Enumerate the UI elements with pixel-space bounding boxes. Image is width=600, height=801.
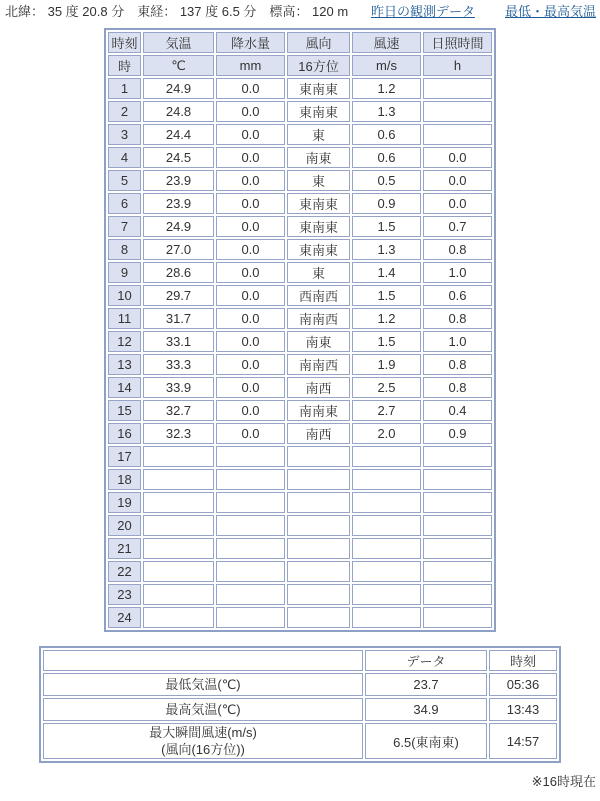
hour-cell: 6 xyxy=(108,193,141,214)
daily-extremes-table xyxy=(39,646,561,763)
hourly-row xyxy=(108,469,492,490)
temperature-cell: 23.9 xyxy=(143,193,214,214)
col-header-temp: 気温 xyxy=(143,32,214,53)
wind-direction-cell: 東 xyxy=(287,124,350,145)
temperature-cell xyxy=(143,538,214,559)
temperature-cell: 24.8 xyxy=(143,101,214,122)
wind-direction-cell: 南東 xyxy=(287,331,350,352)
precipitation-cell xyxy=(216,469,285,490)
col-header-time: 時刻 xyxy=(108,32,141,53)
temperature-cell xyxy=(143,607,214,628)
wind-speed-cell: 0.6 xyxy=(352,147,421,168)
hourly-row xyxy=(108,607,492,628)
temperature-cell: 24.4 xyxy=(143,124,214,145)
hour-cell: 4 xyxy=(108,147,141,168)
wind-direction-cell xyxy=(287,607,350,628)
precipitation-cell xyxy=(216,607,285,628)
wind-speed-cell xyxy=(352,538,421,559)
wind-speed-cell: 0.5 xyxy=(352,170,421,191)
wind-direction-cell: 東南東 xyxy=(287,193,350,214)
precipitation-cell: 0.0 xyxy=(216,377,285,398)
hourly-unit-row xyxy=(108,55,492,76)
temperature-cell: 29.7 xyxy=(143,285,214,306)
summary-header-row xyxy=(43,650,557,671)
wind-speed-cell: 1.9 xyxy=(352,354,421,375)
sunshine-cell: 0.4 xyxy=(423,400,492,421)
precipitation-cell: 0.0 xyxy=(216,101,285,122)
precipitation-cell xyxy=(216,515,285,536)
sunshine-cell: 0.8 xyxy=(423,377,492,398)
hour-cell: 20 xyxy=(108,515,141,536)
summary-table-header xyxy=(43,650,557,671)
wind-speed-cell: 1.3 xyxy=(352,101,421,122)
sunshine-cell xyxy=(423,515,492,536)
precipitation-cell: 0.0 xyxy=(216,262,285,283)
temperature-cell: 24.9 xyxy=(143,78,214,99)
hourly-row xyxy=(108,446,492,467)
hourly-row xyxy=(108,584,492,605)
hour-cell: 19 xyxy=(108,492,141,513)
precipitation-cell: 0.0 xyxy=(216,170,285,191)
precipitation-cell: 0.0 xyxy=(216,331,285,352)
wind-direction-cell: 東南東 xyxy=(287,101,350,122)
hour-cell: 16 xyxy=(108,423,141,444)
hourly-row xyxy=(108,308,492,329)
sunshine-cell: 0.8 xyxy=(423,239,492,260)
precipitation-cell xyxy=(216,538,285,559)
temperature-cell: 24.5 xyxy=(143,147,214,168)
precipitation-cell: 0.0 xyxy=(216,147,285,168)
wind-speed-cell: 0.6 xyxy=(352,124,421,145)
precipitation-cell: 0.0 xyxy=(216,354,285,375)
hour-cell: 11 xyxy=(108,308,141,329)
temperature-cell xyxy=(143,584,214,605)
hour-cell: 8 xyxy=(108,239,141,260)
wind-speed-cell xyxy=(352,561,421,582)
hourly-observation-table xyxy=(104,28,496,632)
col-header-wind-dir: 風向 xyxy=(287,32,350,53)
hourly-row xyxy=(108,377,492,398)
wind-direction-cell: 東 xyxy=(287,170,350,191)
wind-direction-cell: 南南西 xyxy=(287,308,350,329)
summary-label-line1: 最低気温(℃) xyxy=(165,677,241,692)
wind-direction-cell: 南南東 xyxy=(287,400,350,421)
sunshine-cell: 0.8 xyxy=(423,308,492,329)
wind-direction-cell: 東南東 xyxy=(287,216,350,237)
precipitation-cell xyxy=(216,584,285,605)
precipitation-cell: 0.0 xyxy=(216,400,285,421)
hourly-row xyxy=(108,515,492,536)
wind-speed-cell: 0.9 xyxy=(352,193,421,214)
hour-cell: 18 xyxy=(108,469,141,490)
hour-cell: 12 xyxy=(108,331,141,352)
sunshine-cell xyxy=(423,78,492,99)
summary-label-cell xyxy=(43,698,363,721)
hourly-header-row xyxy=(108,32,492,53)
wind-direction-cell xyxy=(287,584,350,605)
hour-cell: 1 xyxy=(108,78,141,99)
temperature-cell: 33.9 xyxy=(143,377,214,398)
wind-direction-cell: 東南東 xyxy=(287,78,350,99)
sunshine-cell: 0.0 xyxy=(423,193,492,214)
as-of-note: ※16時現在 xyxy=(531,774,596,789)
summary-time-cell: 05:36 xyxy=(489,673,557,696)
hour-cell: 23 xyxy=(108,584,141,605)
wind-speed-cell: 1.5 xyxy=(352,216,421,237)
wind-speed-cell xyxy=(352,446,421,467)
wind-direction-cell: 南南西 xyxy=(287,354,350,375)
wind-direction-cell xyxy=(287,515,350,536)
wind-direction-cell: 東南東 xyxy=(287,239,350,260)
hour-cell: 9 xyxy=(108,262,141,283)
summary-time-cell: 13:43 xyxy=(489,698,557,721)
col-unit-wind-dir: 16方位 xyxy=(287,55,350,76)
wind-speed-cell xyxy=(352,584,421,605)
sunshine-cell xyxy=(423,607,492,628)
hourly-table-header xyxy=(108,32,492,76)
hourly-row xyxy=(108,262,492,283)
precipitation-cell xyxy=(216,446,285,467)
hourly-row xyxy=(108,193,492,214)
col-unit-precip: mm xyxy=(216,55,285,76)
sunshine-cell: 0.6 xyxy=(423,285,492,306)
header-bar xyxy=(0,0,600,20)
temperature-cell: 32.3 xyxy=(143,423,214,444)
sunshine-cell xyxy=(423,101,492,122)
summary-data-cell: 6.5(東南東) xyxy=(365,723,487,759)
sunshine-cell: 0.0 xyxy=(423,147,492,168)
temperature-cell: 23.9 xyxy=(143,170,214,191)
hour-cell: 21 xyxy=(108,538,141,559)
hourly-row xyxy=(108,101,492,122)
precipitation-cell: 0.0 xyxy=(216,285,285,306)
wind-speed-cell xyxy=(352,607,421,628)
hourly-row xyxy=(108,124,492,145)
wind-speed-cell xyxy=(352,515,421,536)
wind-direction-cell: 南西 xyxy=(287,423,350,444)
temperature-cell: 24.9 xyxy=(143,216,214,237)
wind-speed-cell: 1.2 xyxy=(352,78,421,99)
wind-direction-cell xyxy=(287,538,350,559)
hour-cell: 3 xyxy=(108,124,141,145)
sunshine-cell: 0.8 xyxy=(423,354,492,375)
summary-row xyxy=(43,698,557,721)
wind-direction-cell xyxy=(287,446,350,467)
wind-direction-cell xyxy=(287,469,350,490)
summary-label-line2: (風向(16方位)) xyxy=(161,742,245,757)
summary-table-body xyxy=(43,673,557,759)
sunshine-cell: 0.9 xyxy=(423,423,492,444)
wind-speed-cell: 2.5 xyxy=(352,377,421,398)
sunshine-cell: 0.0 xyxy=(423,170,492,191)
hour-cell: 10 xyxy=(108,285,141,306)
hourly-row xyxy=(108,354,492,375)
wind-speed-cell: 1.5 xyxy=(352,331,421,352)
wind-direction-cell: 南西 xyxy=(287,377,350,398)
precipitation-cell xyxy=(216,561,285,582)
sunshine-cell xyxy=(423,538,492,559)
yesterday-data-link[interactable]: 昨日の観測データ xyxy=(370,4,475,19)
summary-data-cell: 23.7 xyxy=(365,673,487,696)
wind-speed-cell: 1.5 xyxy=(352,285,421,306)
temperature-cell: 31.7 xyxy=(143,308,214,329)
temperature-cell: 27.0 xyxy=(143,239,214,260)
wind-speed-cell xyxy=(352,492,421,513)
wind-speed-cell: 1.4 xyxy=(352,262,421,283)
col-unit-sunshine: h xyxy=(423,55,492,76)
hourly-row xyxy=(108,78,492,99)
temperature-cell xyxy=(143,561,214,582)
col-unit-temp: ℃ xyxy=(143,55,214,76)
summary-label-cell xyxy=(43,673,363,696)
hour-cell: 22 xyxy=(108,561,141,582)
wind-direction-cell xyxy=(287,492,350,513)
col-header-precip: 降水量 xyxy=(216,32,285,53)
precipitation-cell: 0.0 xyxy=(216,308,285,329)
sunshine-cell xyxy=(423,469,492,490)
col-unit-time: 時 xyxy=(108,55,141,76)
sunshine-cell: 1.0 xyxy=(423,262,492,283)
temperature-cell: 33.3 xyxy=(143,354,214,375)
hourly-row xyxy=(108,331,492,352)
precipitation-cell: 0.0 xyxy=(216,423,285,444)
sunshine-cell xyxy=(423,561,492,582)
sunshine-cell xyxy=(423,584,492,605)
hourly-row xyxy=(108,239,492,260)
hour-cell: 7 xyxy=(108,216,141,237)
sunshine-cell xyxy=(423,492,492,513)
hour-cell: 17 xyxy=(108,446,141,467)
wind-speed-cell: 2.7 xyxy=(352,400,421,421)
hour-cell: 24 xyxy=(108,607,141,628)
summary-header-empty xyxy=(43,650,363,671)
precipitation-cell: 0.0 xyxy=(216,124,285,145)
hourly-row xyxy=(108,492,492,513)
sunshine-cell xyxy=(423,124,492,145)
wind-speed-cell: 1.3 xyxy=(352,239,421,260)
summary-label-cell xyxy=(43,723,363,759)
precipitation-cell xyxy=(216,492,285,513)
wind-speed-cell: 1.2 xyxy=(352,308,421,329)
precipitation-cell: 0.0 xyxy=(216,78,285,99)
temperature-cell xyxy=(143,469,214,490)
temperature-cell xyxy=(143,492,214,513)
summary-header-data: データ xyxy=(365,650,487,671)
precipitation-cell: 0.0 xyxy=(216,239,285,260)
hour-cell: 13 xyxy=(108,354,141,375)
hour-cell: 5 xyxy=(108,170,141,191)
hourly-row xyxy=(108,170,492,191)
summary-data-cell: 34.9 xyxy=(365,698,487,721)
minmax-temp-link[interactable]: 最低・最高気温 xyxy=(504,4,596,19)
hourly-row xyxy=(108,400,492,421)
wind-speed-cell xyxy=(352,469,421,490)
col-header-wind-spd: 風速 xyxy=(352,32,421,53)
wind-direction-cell: 東 xyxy=(287,262,350,283)
sunshine-cell: 0.7 xyxy=(423,216,492,237)
temperature-cell: 32.7 xyxy=(143,400,214,421)
station-coordinates: 北緯： 35 度 20.8 分 東経： 137 度 6.5 分 標高： 120 m xyxy=(5,4,349,19)
col-header-sunshine: 日照時間 xyxy=(423,32,492,53)
hourly-row xyxy=(108,147,492,168)
hourly-row xyxy=(108,285,492,306)
hour-cell: 15 xyxy=(108,400,141,421)
hourly-row xyxy=(108,423,492,444)
summary-row xyxy=(43,673,557,696)
temperature-cell xyxy=(143,446,214,467)
summary-time-cell: 14:57 xyxy=(489,723,557,759)
precipitation-cell: 0.0 xyxy=(216,216,285,237)
hour-cell: 2 xyxy=(108,101,141,122)
summary-label-line1: 最大瞬間風速(m/s) xyxy=(149,725,257,740)
temperature-cell: 33.1 xyxy=(143,331,214,352)
wind-direction-cell: 西南西 xyxy=(287,285,350,306)
summary-label-line1: 最高気温(℃) xyxy=(165,702,241,717)
hourly-row xyxy=(108,561,492,582)
temperature-cell: 28.6 xyxy=(143,262,214,283)
wind-speed-cell: 2.0 xyxy=(352,423,421,444)
sunshine-cell xyxy=(423,446,492,467)
col-unit-wind-spd: m/s xyxy=(352,55,421,76)
temperature-cell xyxy=(143,515,214,536)
hourly-row xyxy=(108,538,492,559)
hour-cell: 14 xyxy=(108,377,141,398)
sunshine-cell: 1.0 xyxy=(423,331,492,352)
summary-header-time: 時刻 xyxy=(489,650,557,671)
hourly-table-body xyxy=(108,78,492,628)
summary-row xyxy=(43,723,557,759)
hourly-row xyxy=(108,216,492,237)
wind-direction-cell: 南東 xyxy=(287,147,350,168)
wind-direction-cell xyxy=(287,561,350,582)
precipitation-cell: 0.0 xyxy=(216,193,285,214)
